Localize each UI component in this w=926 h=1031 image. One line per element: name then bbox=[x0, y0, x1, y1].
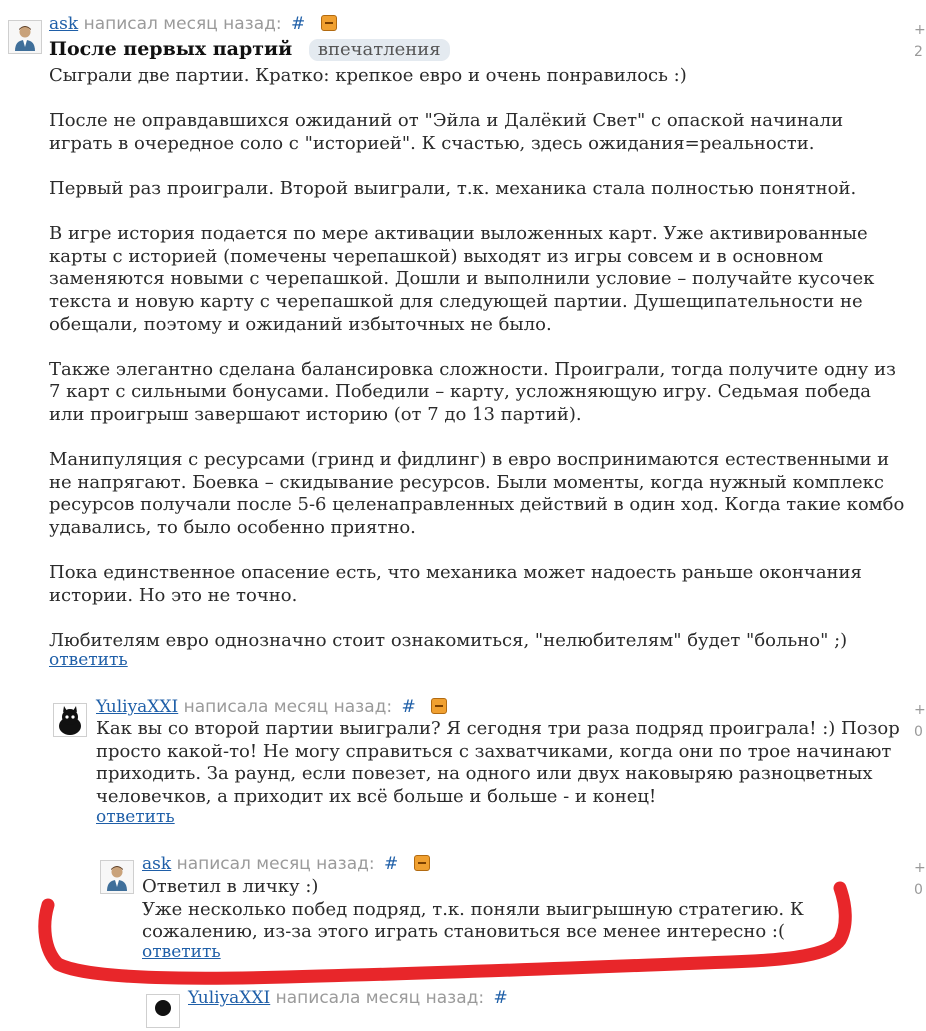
text-line: Как вы со второй партии выиграли? Я сегодня три раза подряд проиграла! :) Позор bbox=[96, 718, 900, 739]
comment-meta bbox=[49, 14, 337, 34]
title-text: После первых партий bbox=[49, 38, 293, 60]
comment-body bbox=[96, 718, 900, 808]
rating-count: 0 bbox=[914, 882, 923, 898]
avatar[interactable] bbox=[146, 994, 180, 1028]
text-line: Ответил в личку :) bbox=[142, 876, 319, 897]
permalink[interactable]: # bbox=[384, 854, 399, 874]
text-line: Сыграли две партии. Кратко: крепкое евро и очень понравилось :) bbox=[49, 65, 687, 86]
text-line: текста и новую карту с черепашкой для следующей партии. Душещипательности не bbox=[49, 290, 863, 312]
posted-time: написала месяц назад: bbox=[183, 697, 393, 717]
text-line: В игре история подается по мере активации выложенных карт. Уже активированные bbox=[49, 223, 868, 245]
reply-link[interactable]: ответить bbox=[96, 807, 175, 827]
comment-meta bbox=[96, 697, 447, 717]
permalink[interactable]: # bbox=[291, 14, 306, 34]
author-link[interactable]: ask bbox=[142, 854, 172, 874]
text-line: карты с историей (помечены черепашкой) выходят из игры совсем и в основном bbox=[49, 245, 824, 267]
avatar[interactable] bbox=[100, 860, 134, 894]
text-line: удавались, то было особенно приятно. bbox=[49, 516, 416, 538]
comment-title bbox=[49, 37, 450, 61]
text-line: Также элегантно сделана балансировка сложности. Проиграли, тогда получите одну из bbox=[49, 358, 896, 380]
cat-avatar-icon bbox=[54, 704, 86, 736]
collapse-icon[interactable] bbox=[431, 698, 447, 714]
text-line: Уже несколько побед подряд, т.к. поняли выигрышную стратегию. К bbox=[142, 898, 804, 920]
text-line bbox=[49, 427, 904, 450]
text-line: не напрягают. Боевка – скидывание ресурсов. Были моменты, когда нужный комплекс bbox=[49, 471, 884, 493]
text-line bbox=[49, 201, 904, 224]
rating-count: 0 bbox=[914, 724, 923, 740]
comment-body bbox=[142, 876, 804, 944]
text-line: приходить. За раунд, если повезет, на одного или двух наковыряю разноцветных bbox=[96, 763, 873, 785]
reply-link[interactable]: ответить bbox=[49, 650, 128, 670]
text-line: Пока единственное опасение есть, что механика может надоесть раньше окончания bbox=[49, 562, 862, 584]
text-line: Манипуляция с ресурсами (гринд и фидлинг) в евро воспринимаются естественными и bbox=[49, 449, 890, 471]
text-line: истории. Но это не точно. bbox=[49, 584, 298, 606]
author-link[interactable]: YuliyaXXI bbox=[96, 697, 179, 717]
text-line: играть в очередное соло с "историей". К счастью, здесь ожидания=реальности. bbox=[49, 132, 815, 154]
text-line: просто какой-то! Не могу справиться с захватчиками, когда они по трое начинают bbox=[96, 740, 892, 762]
rating-plus-button[interactable]: + bbox=[914, 860, 926, 876]
rating-plus-button[interactable]: + bbox=[914, 702, 926, 718]
posted-time: написала месяц назад: bbox=[275, 988, 485, 1008]
reply-link[interactable]: ответить bbox=[142, 942, 221, 962]
collapse-icon[interactable] bbox=[321, 15, 337, 31]
rating-count: 2 bbox=[914, 44, 923, 60]
collapse-icon[interactable] bbox=[414, 855, 430, 871]
text-line: заменяются новыми с черепашкой. Дошли и выполнили условие – получайте кусочек bbox=[49, 268, 875, 290]
user-avatar-icon bbox=[9, 21, 41, 53]
text-line bbox=[49, 336, 904, 359]
text-line: сожалению, из-за этого играть становиться все менее интересно :( bbox=[142, 921, 786, 943]
text-line: Первый раз проиграли. Второй выиграли, т.к. механика стала полностью понятной. bbox=[49, 177, 857, 199]
author-link[interactable]: ask bbox=[49, 14, 79, 34]
text-line bbox=[49, 539, 904, 562]
text-line: ресурсов получали после 5-6 целенаправленных действий в один ход. Когда такие комбо bbox=[49, 494, 905, 516]
comment-meta bbox=[188, 988, 508, 1008]
text-line: обещали, поэтому и ожиданий избыточных не было. bbox=[49, 313, 552, 335]
text-line bbox=[49, 607, 904, 630]
cat-avatar-icon bbox=[147, 995, 179, 1027]
text-line bbox=[49, 155, 904, 178]
permalink[interactable]: # bbox=[493, 988, 508, 1008]
text-line: или проигрыш завершают историю (от 7 до 13 партий). bbox=[49, 403, 582, 425]
avatar[interactable] bbox=[53, 703, 87, 737]
author-link[interactable]: YuliyaXXI bbox=[188, 988, 271, 1008]
text-line: После не оправдавшихся ожиданий от "Эйла и Далёкий Свет" с опаской начинали bbox=[49, 110, 844, 132]
text-line: 7 карт с сильными бонусами. Победили – карту, усложняющую игру. Седьмая победа bbox=[49, 381, 871, 403]
permalink[interactable]: # bbox=[401, 697, 416, 717]
text-line: человечков, а приходит их всё больше и больше - и конец! bbox=[96, 785, 657, 807]
comment-body bbox=[49, 65, 904, 652]
text-line: Любителям евро однозначно стоит ознакомиться, "нелюбителям" будет "больно" ;) bbox=[49, 629, 848, 651]
posted-time: написал месяц назад: bbox=[176, 854, 375, 874]
comment-meta bbox=[142, 854, 430, 874]
tag-badge[interactable]: впечатления bbox=[309, 39, 450, 61]
avatar[interactable] bbox=[8, 20, 42, 54]
text-line bbox=[49, 88, 904, 111]
user-avatar-icon bbox=[101, 861, 133, 893]
posted-time: написал месяц назад: bbox=[83, 14, 282, 34]
rating-plus-button[interactable]: + bbox=[914, 22, 926, 38]
